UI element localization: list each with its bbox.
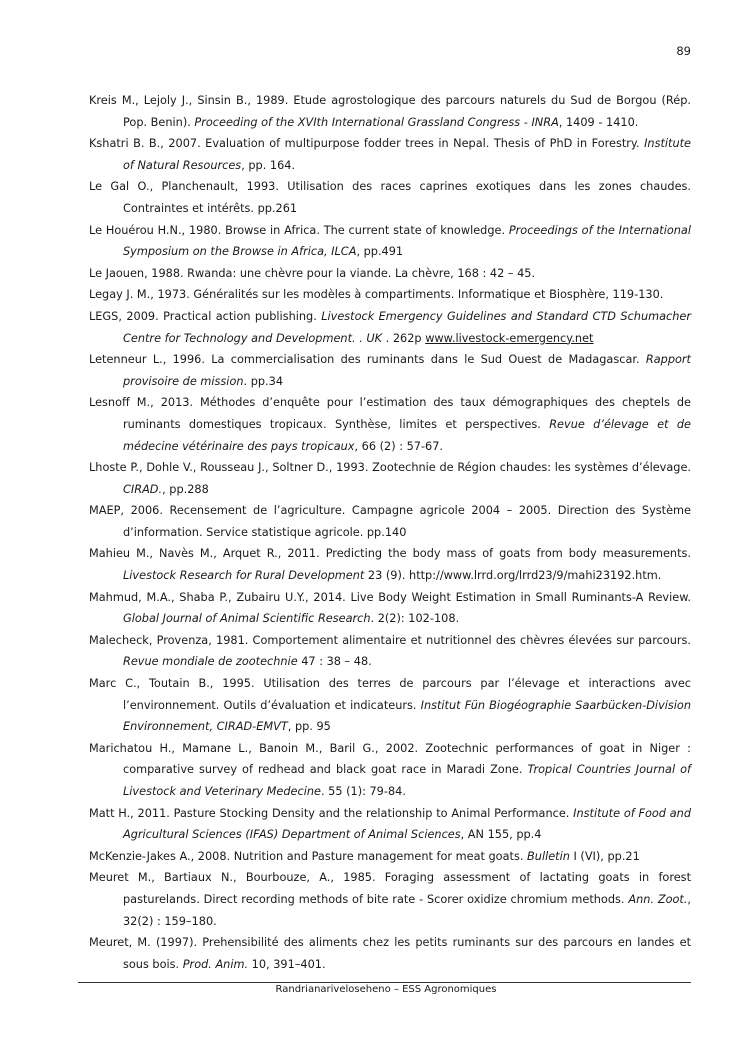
reference-entry [89,932,691,975]
reference-entry [89,846,691,868]
reference-entry [89,738,691,803]
reference-text: MAEP, 2006. Recensement de l’agriculture. Campagne agricole 2004 – 2005. Direction des Système d’information. Service statistique agricole. pp.140 [89,504,691,539]
reference-text: Matt H., 2011. Pasture Stocking Density and the relationship to Animal Performance. [89,806,574,820]
reference-entry [89,349,691,392]
reference-text: Le Gal O., Planchenault, 1993. Utilisation des races caprines exotiques dans les zones chaudes. Contraintes et intérêts. pp.261 [89,180,691,215]
reference-entry [89,220,691,263]
reference-text: Marichatou H., Mamane L., Banoin M., Baril G., 2002. Zootechnic performances of goat in Niger : comparative survey of redhead and black goat race in Maradi Zone. [89,741,691,777]
reference-link[interactable]: www.livestock-emergency.net [425,331,594,345]
reference-text: , pp.288 [162,482,209,496]
reference-text: . 55 (1): 79-84. [320,785,406,798]
reference-source: Prod. Anim. [182,957,249,971]
reference-entry [89,500,691,543]
reference-text: . pp.34 [243,374,284,388]
footer-author: Randrianariveloseheno – ESS Agronomiques [275,984,497,995]
reference-source: Livestock Research for Rural Development [123,569,365,583]
reference-text: I (VI), pp.21 [569,849,640,863]
reference-text: Kshatri B. B., 2007. Evaluation of multipurpose fodder trees in Nepal. Thesis of PhD in Forestry. [89,137,645,151]
reference-entry [89,306,691,349]
reference-entry [89,457,691,500]
reference-text: Mahieu M., Navès M., Arquet R., 2011. Predicting the body mass of goats from body measurements. [89,547,691,561]
reference-text: McKenzie-Jakes A., 2008. Nutrition and Pasture management for meat goats. [89,849,528,863]
reference-source: Proceeding of the XVIth International Grassland Congress - INRA [194,115,559,129]
reference-source: Institut Fün Biogéographie Saarbücken-Division Environnement, CIRAD-EMVT [123,698,691,734]
reference-text: . 2(2): 102-108. [370,612,460,626]
reference-entry [89,133,691,176]
reference-text: . 262p [382,331,426,345]
reference-entry [89,630,691,673]
reference-entry [89,587,691,630]
reference-source: Proceedings of the International Symposium on the Browse in Africa, ILCA [123,223,691,259]
reference-entry [89,543,691,586]
reference-source: Institute of Food and Agricultural Sciences (IFAS) Department of Animal Sciences [123,806,691,842]
reference-entry [89,392,691,457]
reference-text: , AN 155, pp.4 [460,828,542,842]
reference-source: Rapport provisoire de mission [123,353,691,388]
reference-source: Bulletin [527,849,570,863]
reference-text: Marc C., Toutain B., 1995. Utilisation des terres de parcours par l’élevage et interactions avec l’environnement. Outils d’évaluation et indicateurs. [89,677,691,712]
reference-source: Institute of Natural Resources [123,137,691,172]
reference-text: Lesnoff M., 2013. Méthodes d’enquête pour l’estimation des taux démographiques des cheptels de ruminants domestiques tropicaux. Synthèse, limites et perspectives. [89,396,691,431]
reference-entry [89,284,691,306]
reference-text: Lhoste P., Dohle V., Rousseau J., Soltner D., 1993. Zootechnie de Région chaudes: les systèmes d’élevage. [89,461,691,475]
reference-source: Ann. Zoot. [628,892,688,906]
reference-entry [89,803,691,846]
reference-text: Meuret, M. (1997). Prehensibilité des aliments chez les petits ruminants sur des parcours en landes et sous bois. [89,936,691,971]
page-number: 89 [676,44,691,58]
reference-text: , pp. 95 [287,720,331,734]
reference-text: 23 (9). http://www.lrrd.org/lrrd23/9/mahi23192.htm. [364,569,662,583]
reference-text: Kreis M., Lejoly J., Sinsin B., 1989. Etude agrostologique des parcours naturels du Sud de Borgou (Rép. Pop. Benin). [89,94,691,129]
reference-entry [89,673,691,738]
reference-source: Livestock Emergency Guidelines and Standard CTD Schumacher Centre for Technology and Development. . UK [123,309,691,345]
reference-text: , 32(2) : 159–180. [123,892,692,928]
reference-source: Global Journal of Animal Scientific Research [123,612,371,626]
reference-text: , 1409 - 1410. [558,115,639,129]
reference-text: 47 : 38 – 48. [297,655,372,669]
reference-text: Letenneur L., 1996. La commercialisation des ruminants dans le Sud Ouest de Madagascar. [89,353,646,367]
reference-text: , pp.491 [356,245,404,259]
reference-text: Meuret M., Bartiaux N., Bourbouze, A., 1985. Foraging assessment of lactating goats in forest pasturelands. Direct recording methods of bite rate - Scorer oxidize chromium methods. [89,871,691,906]
reference-text: 10, 391–401. [248,957,326,971]
reference-text: Legay J. M., 1973. Généralités sur les modèles à compartiments. Informatique et Biosphère, 119-130. [89,288,664,302]
reference-entry [89,176,691,219]
reference-source: Tropical Countries Journal of Livestock and Veterinary Medecine [123,763,691,798]
reference-text: Mahmud, M.A., Shaba P., Zubairu U.Y., 2014. Live Body Weight Estimation in Small Ruminants-A Review. [89,590,691,604]
reference-text: LEGS, 2009. Practical action publishing. [89,309,322,323]
reference-source: Revue d’élevage et de médecine vétérinaire des pays tropicaux [123,417,691,453]
reference-text: , pp. 164. [241,158,296,172]
reference-entry [89,867,691,932]
reference-text: Le Jaouen, 1988. Rwanda: une chèvre pour la viande. La chèvre, 168 : 42 – 45. [89,266,536,280]
reference-entry [89,90,691,133]
reference-entry [89,263,691,285]
reference-text: Malecheck, Provenza, 1981. Comportement alimentaire et nutritionnel des chèvres élevées sur parcours. [89,633,691,647]
footer-divider [78,982,691,983]
reference-source: Revue mondiale de zootechnie [123,655,298,669]
reference-text: , 66 (2) : 57-67. [354,439,444,453]
reference-text: Le Houérou H.N., 1980. Browse in Africa. The current state of knowledge. [89,223,509,237]
reference-list [89,90,691,975]
reference-source: CIRAD. [123,482,163,496]
